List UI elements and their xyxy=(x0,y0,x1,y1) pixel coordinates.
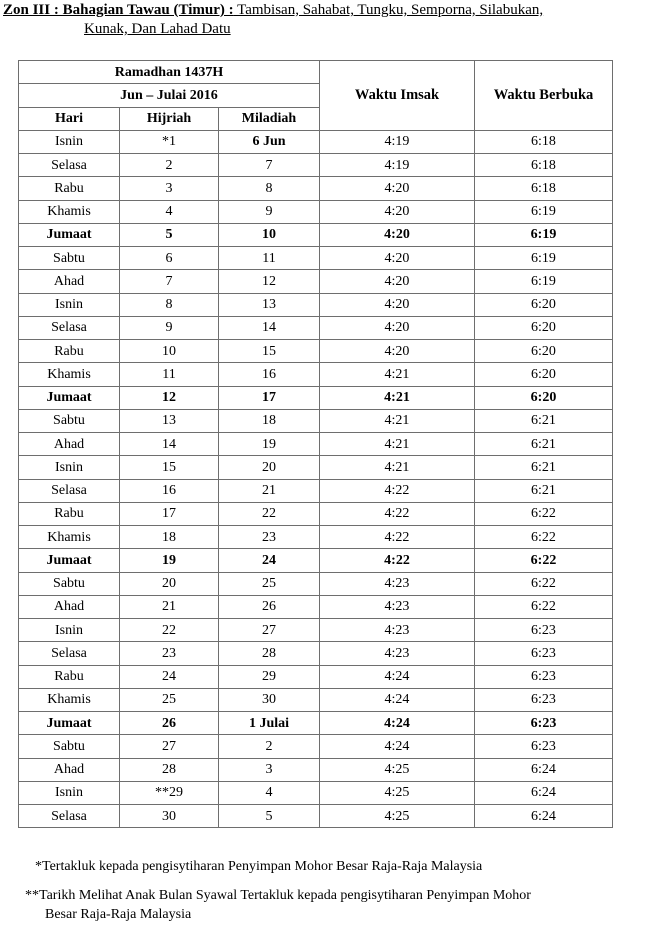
cell-hijriah: 6 xyxy=(120,247,219,270)
cell-miladiah: 7 xyxy=(219,154,320,177)
cell-hari: Khamis xyxy=(19,526,120,549)
table-row xyxy=(19,177,613,200)
cell-imsak: 4:21 xyxy=(320,433,475,456)
cell-miladiah: 28 xyxy=(219,642,320,665)
cell-imsak: 4:25 xyxy=(320,805,475,828)
cell-imsak: 4:23 xyxy=(320,619,475,642)
cell-hari: Sabtu xyxy=(19,247,120,270)
table-row xyxy=(19,340,613,363)
cell-imsak: 4:20 xyxy=(320,200,475,223)
cell-berbuka: 6:24 xyxy=(475,781,613,804)
cell-imsak: 4:20 xyxy=(320,316,475,339)
cell-imsak: 4:21 xyxy=(320,363,475,386)
table-row xyxy=(19,526,613,549)
cell-miladiah: 22 xyxy=(219,502,320,525)
table-row xyxy=(19,223,613,246)
cell-berbuka: 6:20 xyxy=(475,363,613,386)
cell-imsak: 4:22 xyxy=(320,502,475,525)
cell-miladiah: 17 xyxy=(219,386,320,409)
cell-miladiah: 13 xyxy=(219,293,320,316)
cell-hari: Isnin xyxy=(19,130,120,153)
cell-berbuka: 6:21 xyxy=(475,456,613,479)
cell-berbuka: 6:24 xyxy=(475,805,613,828)
cell-berbuka: 6:23 xyxy=(475,619,613,642)
cell-berbuka: 6:21 xyxy=(475,409,613,432)
cell-berbuka: 6:18 xyxy=(475,177,613,200)
table-row xyxy=(19,433,613,456)
cell-hari: Jumaat xyxy=(19,386,120,409)
footnote-2 xyxy=(25,886,625,924)
cell-hijriah: 8 xyxy=(120,293,219,316)
cell-hari: Jumaat xyxy=(19,223,120,246)
cell-imsak: 4:21 xyxy=(320,456,475,479)
table-row xyxy=(19,502,613,525)
cell-hari: Jumaat xyxy=(19,549,120,572)
cell-hari: Isnin xyxy=(19,619,120,642)
cell-hijriah: 25 xyxy=(120,688,219,711)
cell-hari: Selasa xyxy=(19,805,120,828)
cell-hijriah: **29 xyxy=(120,781,219,804)
cell-hari: Jumaat xyxy=(19,712,120,735)
cell-hari: Ahad xyxy=(19,595,120,618)
cell-hijriah: 11 xyxy=(120,363,219,386)
cell-miladiah: 30 xyxy=(219,688,320,711)
table-row xyxy=(19,363,613,386)
table-row xyxy=(19,735,613,758)
cell-berbuka: 6:23 xyxy=(475,642,613,665)
cell-miladiah: 2 xyxy=(219,735,320,758)
table-row xyxy=(19,619,613,642)
cell-hijriah: 26 xyxy=(120,712,219,735)
footnote-2-line2: Besar Raja-Raja Malaysia xyxy=(45,907,192,922)
cell-imsak: 4:20 xyxy=(320,223,475,246)
header-month: Ramadhan 1437H xyxy=(19,61,320,84)
table-row xyxy=(19,712,613,735)
cell-imsak: 4:23 xyxy=(320,595,475,618)
cell-imsak: 4:24 xyxy=(320,735,475,758)
table-row xyxy=(19,316,613,339)
cell-hari: Ahad xyxy=(19,270,120,293)
cell-hijriah: 7 xyxy=(120,270,219,293)
header-berbuka: Waktu Berbuka xyxy=(475,61,613,131)
cell-hijriah: 19 xyxy=(120,549,219,572)
cell-hijriah: 24 xyxy=(120,665,219,688)
table-row xyxy=(19,293,613,316)
cell-miladiah: 21 xyxy=(219,479,320,502)
footnotes xyxy=(25,857,625,924)
cell-miladiah: 14 xyxy=(219,316,320,339)
cell-miladiah: 16 xyxy=(219,363,320,386)
cell-imsak: 4:20 xyxy=(320,247,475,270)
table-row xyxy=(19,805,613,828)
cell-hari: Rabu xyxy=(19,340,120,363)
cell-hari: Rabu xyxy=(19,665,120,688)
cell-imsak: 4:25 xyxy=(320,758,475,781)
cell-imsak: 4:19 xyxy=(320,154,475,177)
cell-berbuka: 6:19 xyxy=(475,200,613,223)
cell-hijriah: 16 xyxy=(120,479,219,502)
cell-berbuka: 6:22 xyxy=(475,502,613,525)
cell-hijriah: 3 xyxy=(120,177,219,200)
cell-imsak: 4:20 xyxy=(320,293,475,316)
header-gregorian-range: Jun – Julai 2016 xyxy=(19,84,320,107)
cell-imsak: 4:20 xyxy=(320,340,475,363)
cell-hari: Rabu xyxy=(19,502,120,525)
cell-miladiah: 20 xyxy=(219,456,320,479)
table-row xyxy=(19,130,613,153)
cell-hijriah: 23 xyxy=(120,642,219,665)
table-row xyxy=(19,154,613,177)
cell-hijriah: 17 xyxy=(120,502,219,525)
table-row xyxy=(19,247,613,270)
table-row xyxy=(19,549,613,572)
cell-imsak: 4:24 xyxy=(320,688,475,711)
cell-hari: Sabtu xyxy=(19,572,120,595)
cell-miladiah: 15 xyxy=(219,340,320,363)
cell-hijriah: 30 xyxy=(120,805,219,828)
cell-imsak: 4:20 xyxy=(320,270,475,293)
cell-miladiah: 25 xyxy=(219,572,320,595)
cell-hari: Sabtu xyxy=(19,735,120,758)
cell-hijriah: 4 xyxy=(120,200,219,223)
cell-miladiah: 1 Julai xyxy=(219,712,320,735)
cell-hijriah: 12 xyxy=(120,386,219,409)
cell-hari: Selasa xyxy=(19,479,120,502)
table-row xyxy=(19,479,613,502)
cell-berbuka: 6:23 xyxy=(475,688,613,711)
cell-miladiah: 29 xyxy=(219,665,320,688)
header-miladiah: Miladiah xyxy=(219,107,320,130)
cell-berbuka: 6:18 xyxy=(475,154,613,177)
cell-berbuka: 6:23 xyxy=(475,665,613,688)
cell-imsak: 4:24 xyxy=(320,665,475,688)
cell-hari: Ahad xyxy=(19,758,120,781)
cell-hijriah: 15 xyxy=(120,456,219,479)
footnote-1: *Tertakluk kepada pengisytiharan Penyimpan Mohor Besar Raja-Raja Malaysia xyxy=(35,859,483,874)
table-row xyxy=(19,386,613,409)
cell-berbuka: 6:22 xyxy=(475,572,613,595)
cell-imsak: 4:22 xyxy=(320,549,475,572)
cell-hari: Khamis xyxy=(19,200,120,223)
cell-miladiah: 10 xyxy=(219,223,320,246)
cell-imsak: 4:23 xyxy=(320,642,475,665)
table-row xyxy=(19,595,613,618)
imsak-berbuka-table xyxy=(18,60,613,828)
footnote-2-line1: **Tarikh Melihat Anak Bulan Syawal Tertakluk kepada pengisytiharan Penyimpan Mohor xyxy=(25,888,531,903)
zone-districts-line2: Kunak, Dan Lahad Datu xyxy=(84,21,231,37)
cell-berbuka: 6:20 xyxy=(475,316,613,339)
table-row xyxy=(19,665,613,688)
cell-berbuka: 6:19 xyxy=(475,247,613,270)
cell-berbuka: 6:21 xyxy=(475,433,613,456)
cell-hijriah: 22 xyxy=(120,619,219,642)
cell-berbuka: 6:23 xyxy=(475,712,613,735)
cell-berbuka: 6:19 xyxy=(475,223,613,246)
cell-hijriah: 9 xyxy=(120,316,219,339)
cell-hari: Khamis xyxy=(19,688,120,711)
cell-miladiah: 4 xyxy=(219,781,320,804)
cell-hijriah: 5 xyxy=(120,223,219,246)
cell-hari: Isnin xyxy=(19,293,120,316)
cell-hijriah: 21 xyxy=(120,595,219,618)
cell-hari: Selasa xyxy=(19,316,120,339)
cell-imsak: 4:21 xyxy=(320,409,475,432)
cell-berbuka: 6:22 xyxy=(475,549,613,572)
cell-imsak: 4:21 xyxy=(320,386,475,409)
table-row xyxy=(19,572,613,595)
cell-miladiah: 12 xyxy=(219,270,320,293)
table-row xyxy=(19,409,613,432)
cell-imsak: 4:20 xyxy=(320,177,475,200)
cell-berbuka: 6:19 xyxy=(475,270,613,293)
cell-berbuka: 6:22 xyxy=(475,526,613,549)
cell-imsak: 4:22 xyxy=(320,479,475,502)
cell-hijriah: 27 xyxy=(120,735,219,758)
cell-hijriah: 14 xyxy=(120,433,219,456)
zone-heading-line1 xyxy=(3,1,648,20)
cell-imsak: 4:25 xyxy=(320,781,475,804)
zone-districts-line1: Tambisan, Sahabat, Tungku, Semporna, Silabukan, xyxy=(233,2,544,18)
cell-hijriah: 13 xyxy=(120,409,219,432)
cell-hijriah: 18 xyxy=(120,526,219,549)
cell-hari: Ahad xyxy=(19,433,120,456)
cell-berbuka: 6:23 xyxy=(475,735,613,758)
cell-imsak: 4:23 xyxy=(320,572,475,595)
cell-imsak: 4:19 xyxy=(320,130,475,153)
cell-miladiah: 27 xyxy=(219,619,320,642)
cell-berbuka: 6:21 xyxy=(475,479,613,502)
cell-hijriah: *1 xyxy=(120,130,219,153)
cell-miladiah: 5 xyxy=(219,805,320,828)
zone-title: Zon III : Bahagian Tawau (Timur) : xyxy=(3,2,234,18)
table-row xyxy=(19,200,613,223)
zone-heading xyxy=(3,1,648,39)
header-hijriah: Hijriah xyxy=(120,107,219,130)
cell-miladiah: 23 xyxy=(219,526,320,549)
table-row xyxy=(19,270,613,293)
cell-hijriah: 28 xyxy=(120,758,219,781)
cell-hijriah: 2 xyxy=(120,154,219,177)
cell-imsak: 4:24 xyxy=(320,712,475,735)
cell-hari: Selasa xyxy=(19,642,120,665)
cell-hijriah: 10 xyxy=(120,340,219,363)
header-imsak: Waktu Imsak xyxy=(320,61,475,131)
cell-berbuka: 6:20 xyxy=(475,340,613,363)
cell-miladiah: 18 xyxy=(219,409,320,432)
cell-miladiah: 11 xyxy=(219,247,320,270)
cell-hari: Selasa xyxy=(19,154,120,177)
cell-miladiah: 3 xyxy=(219,758,320,781)
cell-imsak: 4:22 xyxy=(320,526,475,549)
cell-hari: Rabu xyxy=(19,177,120,200)
cell-berbuka: 6:20 xyxy=(475,386,613,409)
cell-miladiah: 6 Jun xyxy=(219,130,320,153)
cell-miladiah: 9 xyxy=(219,200,320,223)
cell-berbuka: 6:24 xyxy=(475,758,613,781)
cell-hari: Sabtu xyxy=(19,409,120,432)
cell-miladiah: 19 xyxy=(219,433,320,456)
header-hari: Hari xyxy=(19,107,120,130)
table-row xyxy=(19,642,613,665)
cell-hari: Khamis xyxy=(19,363,120,386)
table-row xyxy=(19,456,613,479)
table-row xyxy=(19,781,613,804)
cell-hijriah: 20 xyxy=(120,572,219,595)
cell-miladiah: 26 xyxy=(219,595,320,618)
cell-hari: Isnin xyxy=(19,456,120,479)
cell-miladiah: 24 xyxy=(219,549,320,572)
cell-hari: Isnin xyxy=(19,781,120,804)
cell-berbuka: 6:22 xyxy=(475,595,613,618)
cell-berbuka: 6:20 xyxy=(475,293,613,316)
cell-berbuka: 6:18 xyxy=(475,130,613,153)
table-row xyxy=(19,688,613,711)
cell-miladiah: 8 xyxy=(219,177,320,200)
table-body xyxy=(19,130,613,828)
table-row xyxy=(19,758,613,781)
